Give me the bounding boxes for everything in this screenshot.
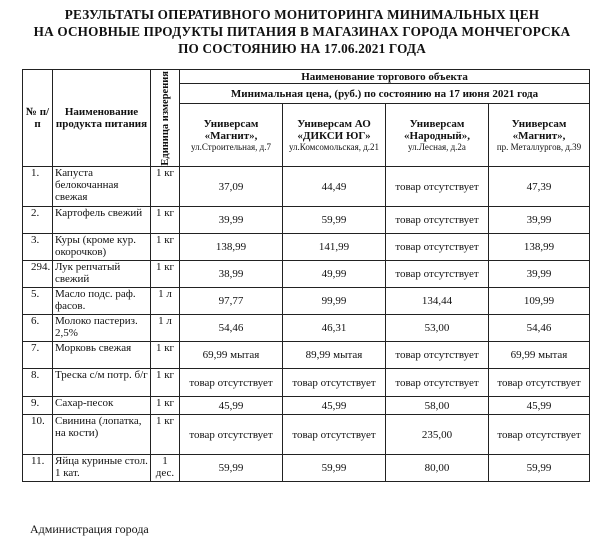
row-number: 2. [23,207,53,234]
row-product: Морковь свежая [53,342,151,369]
price-table [22,69,590,482]
footer-signature: Администрация города [30,522,149,536]
table-row [23,369,590,397]
store-1-name: Универсам «Магнит», [203,118,259,142]
price-store-4: 69,99 мытая [489,342,590,369]
row-unit: 1 кг [151,167,180,207]
price-store-3: 80,00 [386,455,489,482]
price-store-1: 39,99 [180,207,283,234]
price-store-2: 141,99 [283,234,386,261]
header-store-2 [283,104,386,167]
price-store-3: товар отсутствует [386,261,489,288]
row-unit: 1 кг [151,342,180,369]
price-store-2: 44,49 [283,167,386,207]
price-store-2: 45,99 [283,397,386,415]
row-number: 9. [23,397,53,415]
row-number: 3. [23,234,53,261]
price-store-4: товар отсутствует [489,369,590,397]
store-1-address: ул.Строительная, д.7 [191,142,271,152]
table-row [23,342,590,369]
price-store-3: 53,00 [386,315,489,342]
price-store-4: 54,46 [489,315,590,342]
title-line-2: НА ОСНОВНЫЕ ПРОДУКТЫ ПИТАНИЯ В МАГАЗИНАХ ГОРОДА МОНЧЕГОРСКА [33,24,571,39]
price-store-3: товар отсутствует [386,342,489,369]
store-3-name: Универсам «Народный», [404,118,470,142]
price-store-1: товар отсутствует [180,415,283,455]
price-store-2: товар отсутствует [283,369,386,397]
title-line-1: РЕЗУЛЬТАТЫ ОПЕРАТИВНОГО МОНИТОРИНГА МИНИМАЛЬНЫХ ЦЕН [64,7,540,22]
row-product: Яйца куриные стол. 1 кат. [53,455,151,482]
table-row [23,167,590,207]
header-store-group: Наименование торгового объекта [180,70,590,84]
row-product: Лук репчатый свежий [53,261,151,288]
price-store-1: товар отсутствует [180,369,283,397]
store-4-name: Универсам «Магнит», [511,118,567,142]
row-product: Капуста белокочанная свежая [53,167,151,207]
header-store-3 [386,104,489,167]
store-3-address: ул.Лесная, д.2а [408,142,466,152]
row-unit: 1 кг [151,397,180,415]
price-store-3: товар отсутствует [386,167,489,207]
header-unit [151,70,180,167]
table-row [23,455,590,482]
row-number: 11. [23,455,53,482]
price-store-3: 235,00 [386,415,489,455]
price-store-3: 134,44 [386,288,489,315]
row-number: 7. [23,342,53,369]
table-row [23,315,590,342]
table-row [23,261,590,288]
price-store-3: товар отсутствует [386,369,489,397]
header-store-4 [489,104,590,167]
price-store-1: 45,99 [180,397,283,415]
row-number: 1. [23,167,53,207]
price-store-4: 109,99 [489,288,590,315]
price-store-2: 89,99 мытая [283,342,386,369]
row-unit: 1 кг [151,261,180,288]
table-row [23,415,590,455]
document-title [0,6,604,57]
price-store-2: 59,99 [283,207,386,234]
header-price-subgroup: Минимальная цена, (руб.) по состоянию на 17 июня 2021 года [180,84,590,104]
table-row [23,207,590,234]
price-store-1: 54,46 [180,315,283,342]
price-store-3: 58,00 [386,397,489,415]
price-store-4: 39,99 [489,207,590,234]
header-store-1 [180,104,283,167]
row-unit: 1 дес. [151,455,180,482]
table-row [23,234,590,261]
price-store-3: товар отсутствует [386,234,489,261]
row-number: 6. [23,315,53,342]
store-4-address: пр. Металлургов, д.39 [496,142,582,152]
price-store-2: 49,99 [283,261,386,288]
row-number: 10. [23,415,53,455]
price-store-2: 59,99 [283,455,386,482]
price-store-1: 97,77 [180,288,283,315]
price-store-3: товар отсутствует [386,207,489,234]
price-store-1: 38,99 [180,261,283,288]
row-number: 5. [23,288,53,315]
price-store-1: 69,99 мытая [180,342,283,369]
price-store-2: 46,31 [283,315,386,342]
price-store-2: товар отсутствует [283,415,386,455]
price-store-4: 45,99 [489,397,590,415]
price-store-1: 138,99 [180,234,283,261]
row-product: Масло подс. раф. фасов. [53,288,151,315]
row-unit: 1 кг [151,369,180,397]
price-store-2: 99,99 [283,288,386,315]
row-product: Свинина (лопатка, на кости) [53,415,151,455]
store-2-name: Универсам АО «ДИКСИ ЮГ» [297,118,371,142]
price-store-4: 138,99 [489,234,590,261]
header-unit-label: Единица измерения [159,70,171,166]
price-store-4: 39,99 [489,261,590,288]
row-unit: 1 кг [151,234,180,261]
row-product: Молоко пастериз. 2,5% [53,315,151,342]
row-product: Картофель свежий [53,207,151,234]
header-product: Наименование продукта питания [53,70,151,167]
row-product: Сахар-песок [53,397,151,415]
table-row [23,397,590,415]
row-number: 294. [23,261,53,288]
row-unit: 1 л [151,288,180,315]
price-store-4: товар отсутствует [489,415,590,455]
store-2-address: ул.Комсомольская, д.21 [288,142,380,152]
row-product: Куры (кроме кур. окорочков) [53,234,151,261]
price-store-1: 37,09 [180,167,283,207]
price-store-4: 59,99 [489,455,590,482]
row-unit: 1 кг [151,415,180,455]
price-store-1: 59,99 [180,455,283,482]
price-store-4: 47,39 [489,167,590,207]
header-number: № п/п [23,70,53,167]
row-number: 8. [23,369,53,397]
table-row [23,288,590,315]
title-line-3: ПО СОСТОЯНИЮ НА 17.06.2021 ГОДА [178,41,426,56]
row-product: Треска с/м потр. б/г [53,369,151,397]
row-unit: 1 кг [151,207,180,234]
row-unit: 1 л [151,315,180,342]
